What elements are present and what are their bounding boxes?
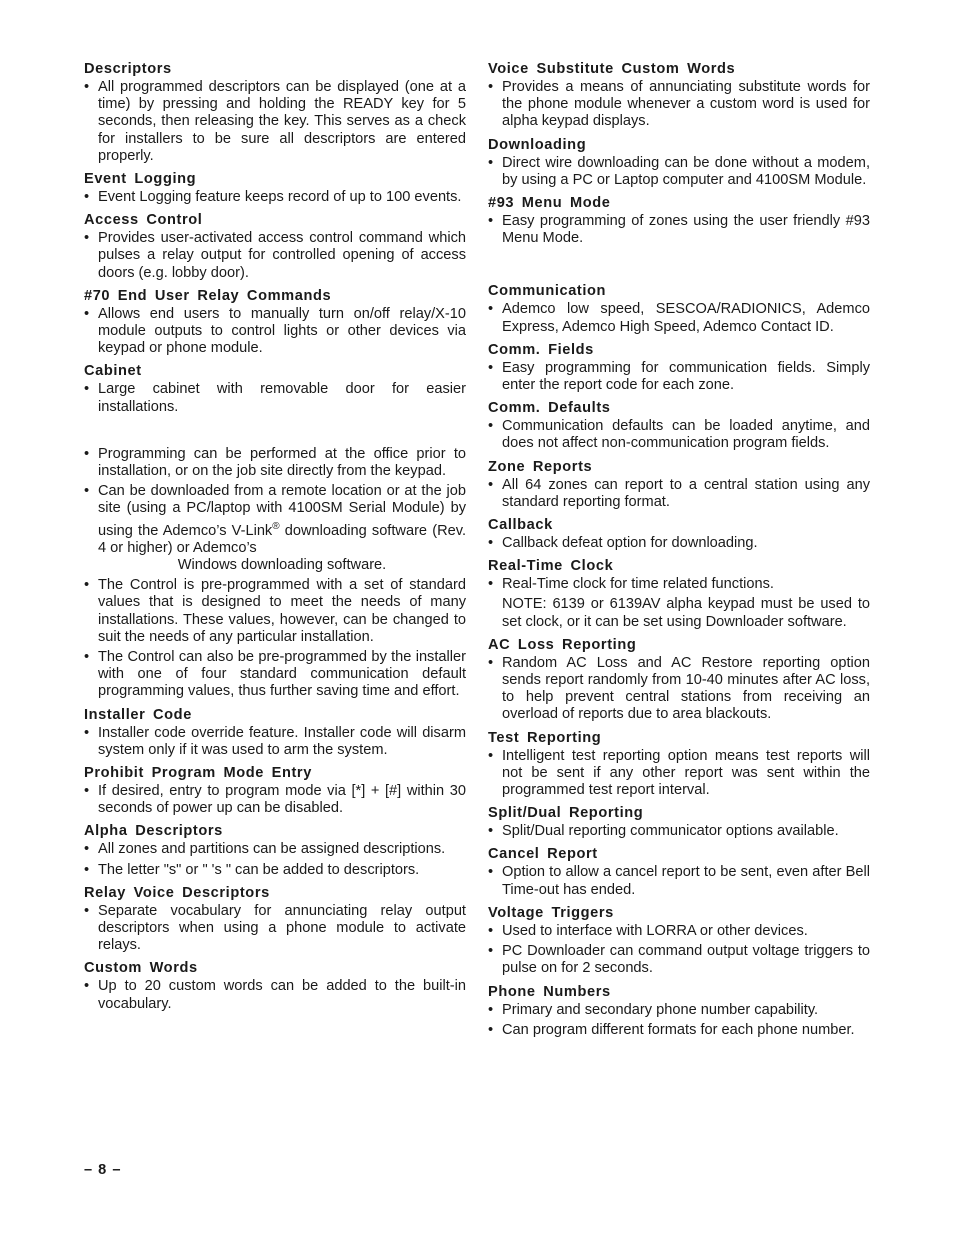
item-text: Direct wire downloading can be done without a modem, by using a PC or Laptop computer and 4100SM Module.	[502, 154, 870, 188]
section-voice-substitute	[488, 61, 870, 131]
section-heading: Prohibit Program Mode Entry	[84, 764, 312, 781]
section-general	[84, 446, 466, 701]
list-item	[488, 79, 870, 131]
bullet-icon: •	[84, 483, 90, 500]
section-communication	[488, 283, 870, 335]
section-split-dual	[488, 805, 870, 840]
item-text: All zones and partitions can be assigned descriptions.	[98, 841, 446, 858]
item-text: Split/Dual reporting communicator options available.	[502, 823, 839, 840]
list-item	[84, 649, 466, 701]
section-heading: #93 Menu Mode	[488, 195, 611, 212]
item-text: If desired, entry to program mode via [*] + [#] within 30 seconds of power up can be disabled.	[98, 782, 466, 817]
list-item	[84, 79, 466, 165]
list-item	[488, 1002, 870, 1019]
bullet-icon: •	[488, 213, 494, 230]
item-text: Real-Time clock for time related functions.	[502, 576, 774, 593]
bullet-icon: •	[488, 823, 494, 840]
item-text: The letter "s" or " 's " can be added to descriptors.	[98, 861, 420, 878]
list-item	[488, 155, 870, 189]
list-item	[84, 903, 466, 955]
section-heading: Descriptors	[84, 61, 172, 77]
section-heading: Zone Reports	[488, 458, 593, 475]
bullet-icon: •	[488, 535, 494, 552]
item-text: Easy programming for communication fields. Simply enter the report code for each zone.	[502, 359, 870, 394]
bullet-icon: •	[84, 648, 90, 665]
bullet-icon: •	[488, 418, 494, 435]
spacer	[488, 250, 870, 277]
section-heading: Downloading	[488, 136, 587, 153]
section-relay-voice	[84, 885, 466, 955]
bullet-icon: •	[488, 154, 494, 171]
item-text: Used to interface with LORRA or other devices.	[502, 922, 808, 939]
bullet-icon: •	[488, 1001, 494, 1018]
section-heading: Split/Dual Reporting	[488, 805, 644, 822]
section-heading: Communication	[488, 283, 607, 300]
section-event-logging	[84, 171, 466, 206]
section-callback	[488, 517, 870, 552]
item-text: PC Downloader can command output voltage triggers to pulse on for 2 seconds.	[502, 943, 870, 977]
section-comm-fields	[488, 342, 870, 394]
section-heading: Test Reporting	[488, 729, 602, 746]
section-prohibit-program	[84, 765, 466, 817]
bullet-icon: •	[488, 1021, 494, 1038]
section-heading: Phone Numbers	[488, 983, 611, 1000]
section-heading: Voice Substitute Custom Words	[488, 61, 736, 77]
list-item	[488, 943, 870, 977]
bullet-icon: •	[84, 902, 90, 919]
item-text: Programming can be performed at the office prior to installation, or on the job site directly from the keypad.	[98, 445, 466, 480]
list-item	[84, 381, 466, 415]
list-item	[84, 189, 466, 206]
item-text: All 64 zones can report to a central station using any standard reporting format.	[502, 476, 870, 510]
list-item	[488, 655, 870, 724]
bullet-icon: •	[488, 654, 494, 671]
section-heading: Alpha Descriptors	[84, 823, 223, 840]
item-text: Separate vocabulary for annunciating relay output descriptors when using a phone module to activate relays.	[98, 902, 466, 954]
bullet-icon: •	[84, 79, 90, 95]
section-real-time-clock	[488, 558, 870, 631]
section-heading: Voltage Triggers	[488, 904, 614, 921]
section-heading: Comm. Fields	[488, 341, 594, 358]
item-text: Can program different formats for each phone number.	[502, 1021, 855, 1038]
bullet-icon: •	[488, 922, 494, 939]
section-downloading	[488, 137, 870, 189]
spacer	[84, 419, 466, 446]
section-heading: #70 End User Relay Commands	[84, 287, 332, 304]
list-item	[84, 783, 466, 817]
item-text: Large cabinet with removable door for easier installations.	[98, 381, 466, 415]
registered-mark: ®	[272, 520, 280, 532]
list-item	[84, 230, 466, 282]
bullet-icon: •	[488, 943, 494, 960]
page-number: – 8 –	[84, 1162, 122, 1178]
list-item	[488, 418, 870, 452]
item-text: Ademco low speed, SESCOA/RADIONICS, Ademco Express, Ademco High Speed, Ademco Contact ID.	[502, 301, 870, 335]
item-text: Primary and secondary phone number capability.	[502, 1001, 819, 1018]
bullet-icon: •	[84, 841, 90, 858]
bullet-icon: •	[488, 476, 494, 493]
section-voltage-triggers	[488, 905, 870, 978]
section-custom-words	[84, 960, 466, 1012]
item-text: The Control is pre-programmed with a set of standard values that is designed to meet the needs of many installations. These values, however, can be changed to suit the needs of any particular installation.	[98, 577, 466, 645]
section-heading: Comm. Defaults	[488, 400, 611, 417]
note-text: NOTE: 6139 or 6139AV alpha keypad must be used to set clock, or it can be set using Downloader software.	[502, 596, 870, 630]
section-cancel-report	[488, 846, 870, 898]
list-item	[84, 577, 466, 646]
item-text: Communication defaults can be loaded anytime, and does not affect non-communication program fields.	[502, 418, 870, 452]
section-descriptors	[84, 61, 466, 165]
bullet-icon: •	[84, 445, 90, 462]
list-item	[488, 748, 870, 800]
item-text: Provides user-activated access control command which pulses a relay output for controlled opening of access doors (e.g. lobby door).	[98, 230, 466, 281]
item-text: Option to allow a cancel report to be sent, even after Bell Time-out has ended.	[502, 864, 870, 898]
section-phone-numbers	[488, 984, 870, 1039]
list-item	[84, 862, 466, 879]
bullet-icon: •	[84, 189, 90, 206]
section-access-control	[84, 212, 466, 282]
list-item	[84, 725, 466, 759]
section-zone-reports	[488, 459, 870, 511]
bullet-icon: •	[84, 230, 90, 247]
section-cabinet	[84, 363, 466, 415]
section-heading: Cabinet	[84, 363, 142, 380]
list-item	[488, 360, 870, 394]
list-item	[84, 841, 466, 858]
list-item	[84, 483, 466, 574]
item-text: Random AC Loss and AC Restore reporting option sends report randomly from 10-40 minutes after AC loss, to help prevent central stations from receiving an overload of reports due to area blackouts.	[502, 654, 870, 723]
bullet-icon: •	[84, 861, 90, 878]
bullet-icon: •	[488, 576, 494, 593]
section-heading: Event Logging	[84, 171, 197, 188]
bullet-icon: •	[84, 782, 90, 799]
section-heading: Custom Words	[84, 960, 198, 977]
list-item	[488, 576, 870, 593]
item-text: Callback defeat option for downloading.	[502, 535, 758, 552]
item-text: downloading software (Rev. 4 or higher) or Ademco’s	[98, 522, 466, 556]
section-heading: Callback	[488, 517, 553, 534]
section-heading: Installer Code	[84, 706, 192, 723]
section-test-reporting	[488, 730, 870, 800]
bullet-icon: •	[488, 301, 494, 318]
bullet-icon: •	[488, 359, 494, 376]
list-item	[488, 1022, 870, 1039]
item-text: The Control can also be pre-programmed by the installer with one of four standard communication default programming values, thus further saving time and effort.	[98, 648, 466, 700]
section-relay-commands	[84, 288, 466, 358]
item-text: Provides a means of annunciating substitute words for the phone module whenever a custom word is used for alpha keypad displays.	[502, 79, 870, 130]
item-text: Event Logging feature keeps record of up to 100 events.	[98, 189, 462, 206]
item-text: Can be downloaded from a remote location or at the job site (using a PC/laptop with 4100SM Serial Module) by using the Ademco’s V-Link	[98, 483, 466, 539]
bullet-icon: •	[84, 381, 90, 398]
left-column	[84, 55, 466, 1016]
section-heading: Access Control	[84, 212, 203, 229]
bullet-icon: •	[488, 79, 494, 95]
list-item	[84, 306, 466, 358]
bullet-icon: •	[488, 747, 494, 764]
right-column	[488, 55, 870, 1042]
bullet-icon: •	[488, 864, 494, 881]
list-item	[488, 864, 870, 898]
section-alpha-descriptors	[84, 823, 466, 878]
list-item	[488, 535, 870, 552]
item-text: Up to 20 custom words can be added to the built-in vocabulary.	[98, 978, 466, 1012]
bullet-icon: •	[84, 577, 90, 594]
section-heading: Real-Time Clock	[488, 558, 614, 575]
list-item	[488, 477, 870, 511]
item-text: Easy programming of zones using the user friendly #93 Menu Mode.	[502, 213, 870, 247]
section-heading: AC Loss Reporting	[488, 636, 637, 653]
list-item	[488, 213, 870, 247]
section-installer-code	[84, 707, 466, 759]
bullet-icon: •	[84, 305, 90, 322]
list-item	[84, 446, 466, 480]
item-text: Allows end users to manually turn on/off relay/X-10 module outputs to control lights or other devices via keypad or phone module.	[98, 305, 466, 357]
list-item	[84, 978, 466, 1012]
section-menu-mode	[488, 195, 870, 247]
list-item	[488, 823, 870, 840]
section-heading: Relay Voice Descriptors	[84, 884, 270, 901]
section-heading: Cancel Report	[488, 846, 598, 863]
section-ac-loss	[488, 637, 870, 724]
item-text: Intelligent test reporting option means test reports will not be sent if any other report was sent within the programmed test report interval.	[502, 747, 870, 799]
section-comm-defaults	[488, 400, 870, 452]
list-item	[488, 301, 870, 335]
item-text: Windows downloading software.	[177, 556, 387, 573]
list-item	[488, 923, 870, 940]
bullet-icon: •	[84, 724, 90, 741]
item-text: Installer code override feature. Installer code will disarm system only if it was used to arm the system.	[98, 724, 466, 758]
item-text: All programmed descriptors can be displayed (one at a time) by pressing and holding the READY key for 5 seconds, then releasing the key. This serves as a check for installers to be sure all descriptors are entered properly.	[98, 79, 466, 164]
bullet-icon: •	[84, 978, 90, 995]
